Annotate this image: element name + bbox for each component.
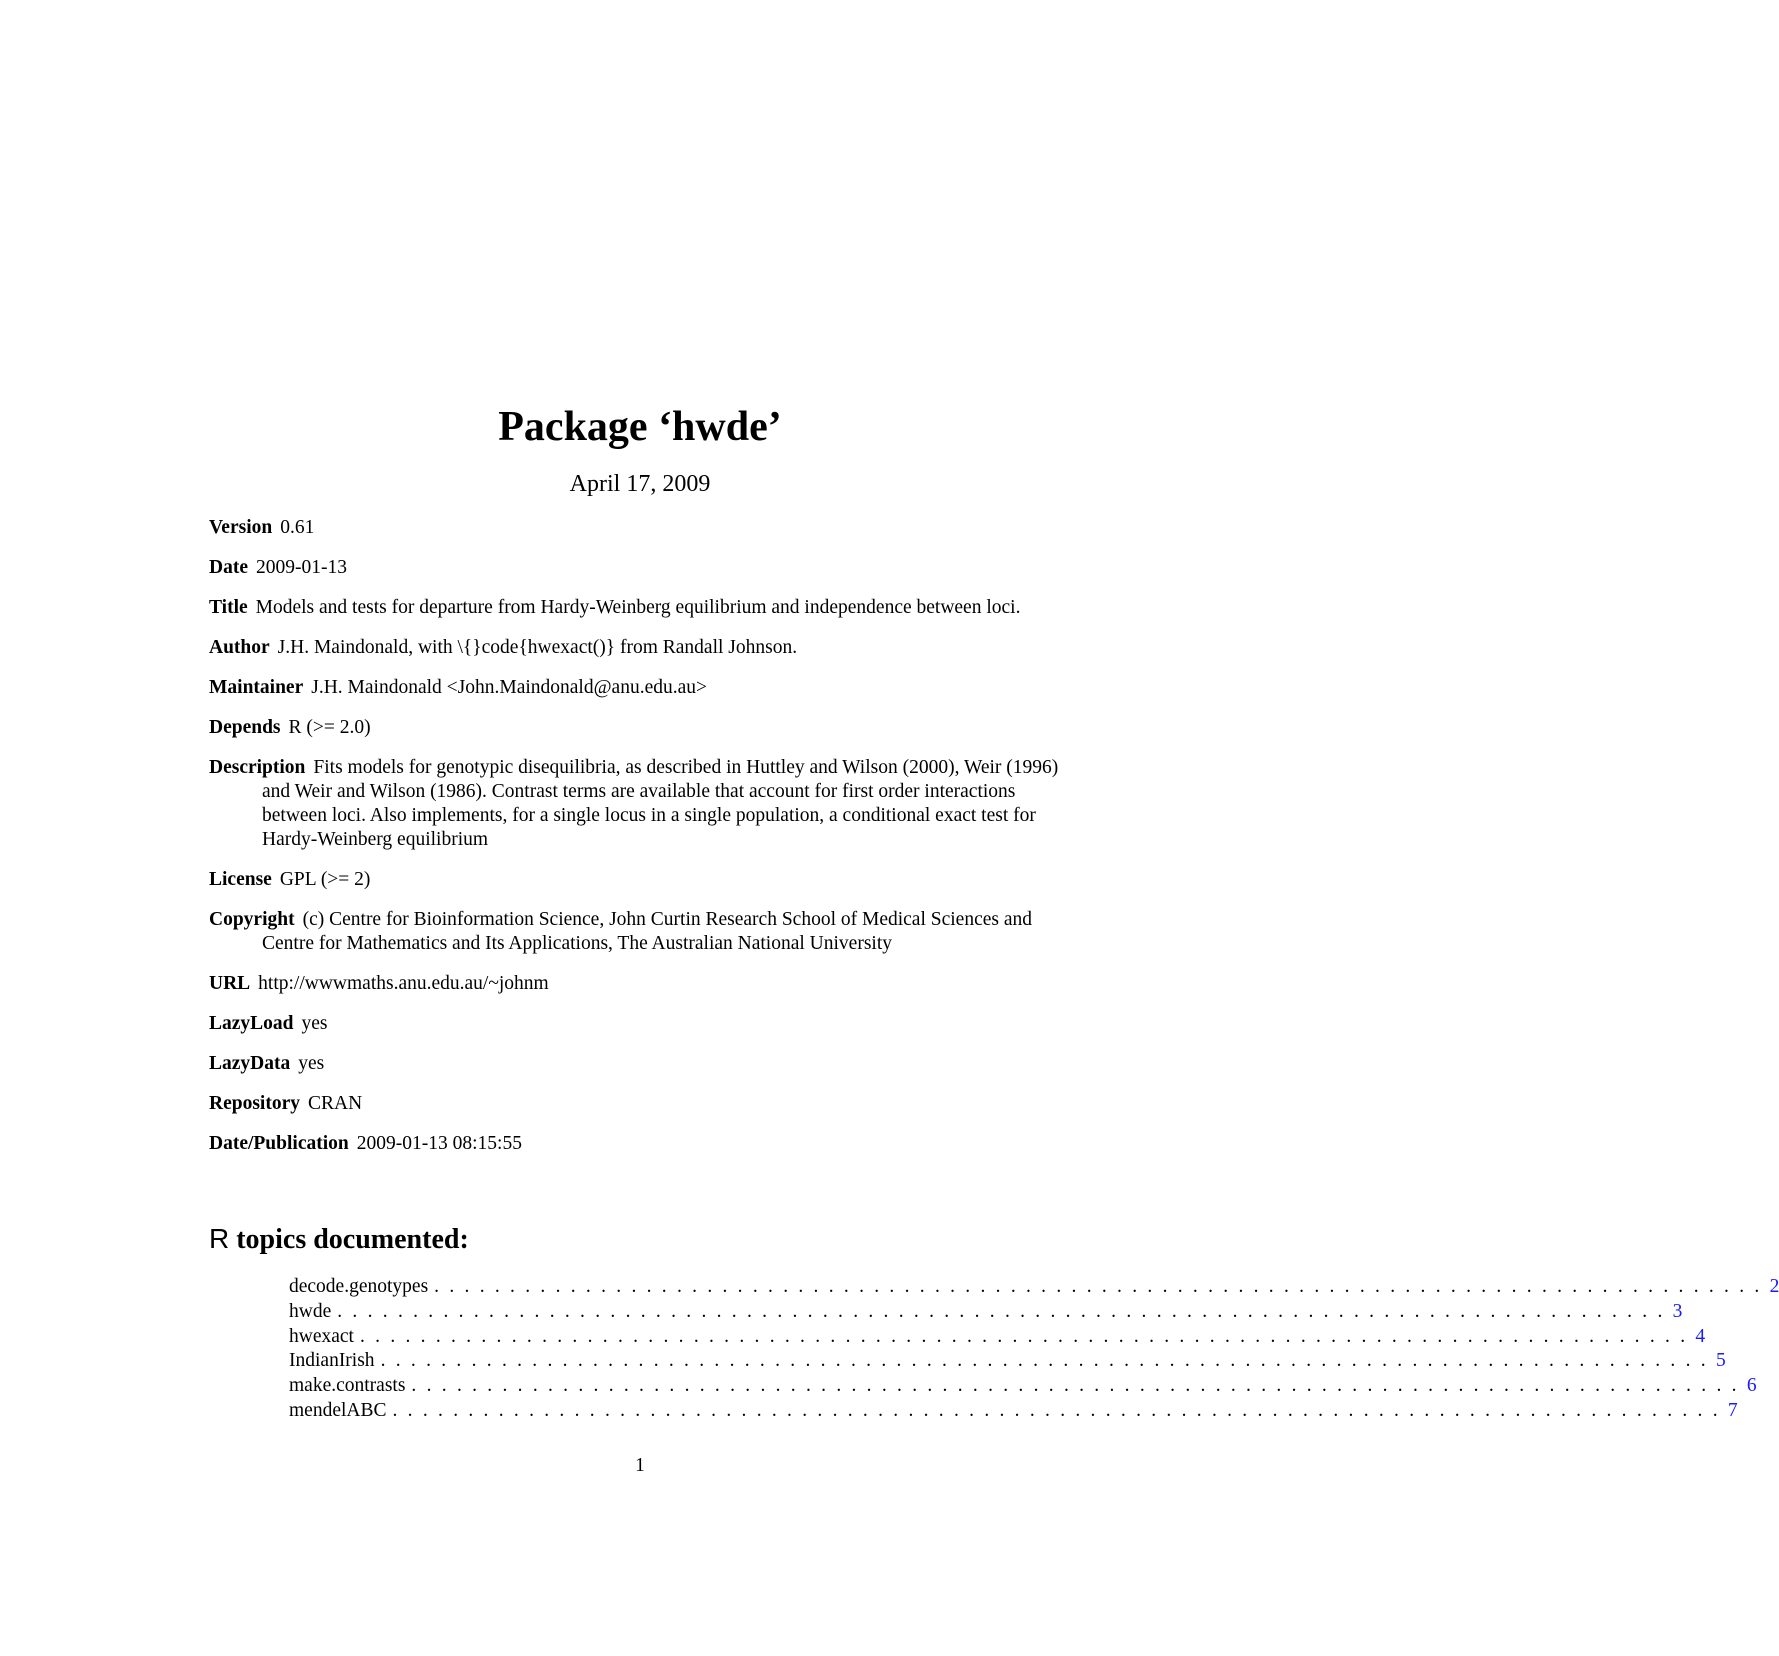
field-value: yes (298, 1053, 325, 1074)
toc-row[interactable] (289, 1399, 1738, 1425)
toc-leader-dots: ........................................................................................ (392, 1399, 1728, 1421)
page-number: 1 (635, 1455, 645, 1476)
field-url (209, 972, 1069, 996)
field-key: Copyright (209, 909, 295, 930)
field-license (209, 868, 1069, 892)
field-repository (209, 1092, 1069, 1116)
toc-item-name[interactable]: decode.genotypes (289, 1276, 429, 1297)
toc-page-link[interactable]: 5 (1715, 1350, 1726, 1372)
field-key: Author (209, 637, 270, 658)
field-value: 2009-01-13 08:15:55 (356, 1133, 522, 1154)
field-key: Repository (209, 1093, 300, 1114)
field-key: Version (209, 517, 273, 538)
toc-item-name[interactable]: hwde (289, 1300, 332, 1322)
field-value: J.H. Maindonald <John.Maindonald@anu.edu.au> (311, 677, 708, 698)
field-title (209, 596, 1069, 620)
field-key: Date/Publication (209, 1133, 349, 1154)
field-value: GPL (>= 2) (279, 869, 371, 890)
toc-page-link[interactable]: 4 (1695, 1325, 1706, 1347)
field-key: Maintainer (209, 677, 304, 698)
toc-page-link[interactable]: 6 (1746, 1375, 1757, 1397)
field-version (209, 516, 1069, 540)
toc-item-name[interactable]: IndianIrish (289, 1350, 375, 1372)
table-of-contents (289, 1276, 1779, 1425)
field-key: License (209, 869, 272, 890)
field-value: (c) Centre for Bioinformation Science, John Curtin Research School of Medical Sciences and Centre for Mathematics and Its Applications, The Australian National University (262, 909, 1033, 954)
field-key: LazyData (209, 1053, 291, 1074)
toc-leader-dots: ........................................................................................ (434, 1276, 1770, 1297)
page-date: April 17, 2009 (569, 471, 711, 497)
field-value: CRAN (308, 1093, 363, 1114)
page-title: Package ‘hwde’ (498, 404, 782, 450)
field-key: Title (209, 597, 248, 618)
topics-heading (209, 1222, 469, 1257)
toc-page-link[interactable]: 3 (1672, 1300, 1683, 1322)
toc-row[interactable] (289, 1276, 1779, 1301)
toc-page-link[interactable]: 7 (1727, 1399, 1738, 1421)
field-date-publication (209, 1132, 1069, 1156)
field-value: R (>= 2.0) (288, 717, 371, 738)
toc-row[interactable] (289, 1325, 1706, 1351)
field-key: Description (209, 757, 306, 778)
toc-row[interactable] (289, 1350, 1726, 1375)
toc-leader-dots: ........................................................................................ (337, 1300, 1673, 1322)
field-key: Date (209, 557, 248, 578)
toc-item-name[interactable]: hwexact (289, 1325, 354, 1347)
field-value: 2009-01-13 (255, 557, 347, 578)
field-date (209, 556, 1069, 580)
field-author (209, 636, 1069, 660)
field-key: LazyLoad (209, 1013, 294, 1034)
field-lazydata (209, 1052, 1069, 1076)
field-value: http://wwwmaths.anu.edu.au/~johnm (258, 973, 549, 994)
toc-item-name[interactable]: mendelABC (289, 1399, 387, 1421)
toc-item-name[interactable]: make.contrasts (289, 1375, 406, 1397)
field-value: Models and tests for departure from Hardy-Weinberg equilibrium and independence between loci. (255, 597, 1021, 618)
toc-row[interactable] (289, 1375, 1757, 1400)
field-key: URL (209, 973, 251, 994)
field-depends (209, 716, 1069, 740)
field-value: 0.61 (280, 517, 315, 538)
field-value: yes (301, 1013, 328, 1034)
field-value: J.H. Maindonald, with \{}code{hwexact()} from Randall Johnson. (277, 637, 798, 658)
field-lazyload (209, 1012, 1069, 1036)
field-value: Fits models for genotypic disequilibria, as described in Huttley and Wilson (2000), Weir (1996) and Weir and Wilson (1986). Contrast terms are available that account for first order interactions between loci. Also implements, for a single locus in a single population, a conditional exact test for Hardy-Weinberg equilibrium (262, 757, 1059, 850)
toc-leader-dots: ........................................................................................ (380, 1350, 1716, 1372)
r-logo-glyph: R (209, 1223, 230, 1254)
toc-leader-dots: ........................................................................................ (411, 1375, 1747, 1397)
toc-page-link[interactable]: 2 (1769, 1276, 1779, 1297)
field-key: Depends (209, 717, 281, 738)
field-copyright (209, 908, 1069, 956)
toc-row[interactable] (289, 1300, 1683, 1326)
topics-heading-text: topics documented: (236, 1224, 469, 1255)
description-fields (209, 516, 1069, 1172)
field-maintainer (209, 676, 1069, 700)
toc-leader-dots: ........................................................................................ (359, 1325, 1696, 1347)
field-description (209, 756, 1069, 852)
